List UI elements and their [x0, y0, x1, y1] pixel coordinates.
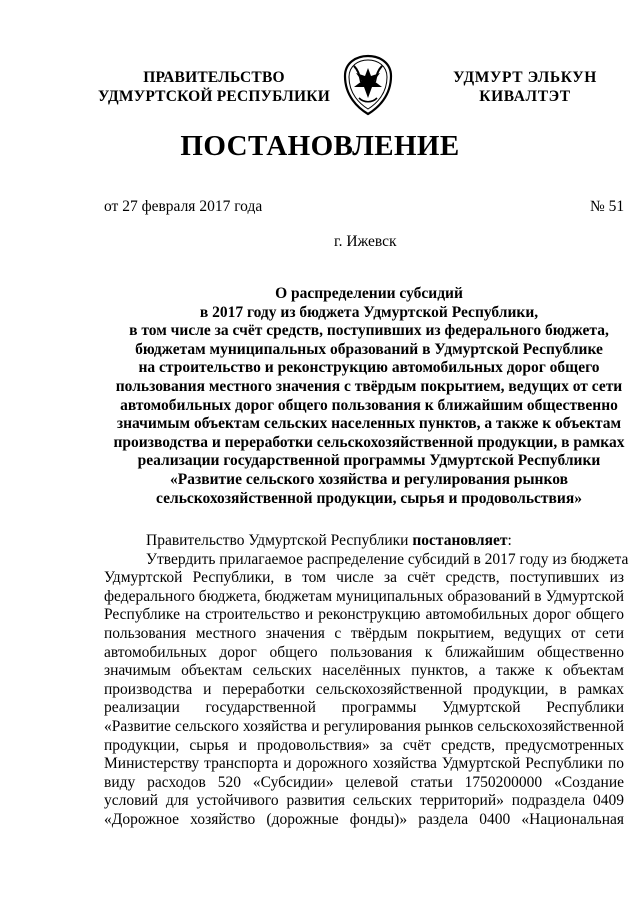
body-line: пользования местного значения с твёрдым покрытием, ведущих от сети	[104, 624, 624, 642]
heading-line: в 2017 году из бюджета Удмуртской Республики,	[199, 303, 539, 321]
government-name-line: КИВАЛТЭТ	[479, 88, 571, 105]
document-date: от 27 февраля 2017 года	[104, 198, 263, 215]
body-line: «Дорожное хозяйство (дорожные фонды)» раздела 0400 «Национальная	[104, 810, 624, 828]
heading-line: «Развитие сельского хозяйства и регулирования рынков	[170, 470, 568, 488]
body-line: федерального бюджета, бюджетам муниципальных образований в Удмуртской	[104, 587, 624, 605]
heading-line: производства и переработки сельскохозяйственной продукции, в рамках	[113, 433, 625, 451]
intro-colon: :	[507, 532, 512, 549]
body-line: реализации государственной программы Удмуртской Республики	[104, 699, 624, 717]
body-line: Министерству транспорта и дорожного хозяйства Удмуртской Республики по	[104, 755, 624, 773]
heading-line: в том числе за счёт средств, поступивших из федерального бюджета,	[129, 322, 609, 340]
document-number: № 51	[590, 198, 625, 215]
document-city: г. Ижевск	[334, 233, 397, 250]
government-name-russian	[96, 68, 332, 106]
body-line: значимым объектам сельских населённых пунктов, а также к объектам	[104, 662, 624, 680]
heading-line: сельскохозяйственной продукции, сырья и продовольствия»	[156, 489, 582, 507]
heading-line: на строительство и реконструкцию автомобильных дорог общего	[138, 359, 600, 377]
body-line: «Развитие сельского хозяйства и регулирования рынков сельскохозяйственной	[104, 717, 624, 735]
heading-line: бюджетам муниципальных образований в Удмуртской Республике	[135, 340, 603, 358]
government-name-line: УДМУРТСКОЙ РЕСПУБЛИКИ	[98, 88, 330, 105]
body-line: условий для устойчивого развития сельских территорий» подраздела 0409	[104, 792, 624, 810]
resolution-heading	[104, 285, 634, 508]
heading-line: реализации государственной программы Удмуртской Республики	[137, 452, 601, 470]
heading-line: автомобильных дорог общего пользования к ближайшим общественно	[120, 396, 618, 414]
body-line: Удмуртской Республики, в том числе за счёт средств, поступивших из	[104, 569, 624, 587]
body-line: продукции, сырья и продовольствия» за счёт средств, предусмотренных	[104, 736, 624, 754]
coat-of-arms-icon	[342, 54, 394, 116]
body-line: виду расходов 520 «Субсидии» целевой статьи 1750200000 «Создание	[104, 773, 624, 791]
heading-line: пользования местного значения с твёрдым покрытием, ведущих от сети	[115, 377, 623, 395]
government-name-line: УДМУРТ ЭЛЬКУН	[453, 69, 597, 86]
intro-paragraph	[104, 532, 624, 551]
government-name-line: ПРАВИТЕЛЬСТВО	[143, 69, 285, 86]
body-line: Республике на строительство и реконструкцию автомобильных дорог общего	[104, 606, 624, 624]
body-line: Утвердить прилагаемое распределение субсидий в 2017 году из бюджета	[146, 550, 629, 568]
resolution-body	[104, 532, 629, 830]
heading-line: О распределении субсидий	[275, 285, 463, 302]
document-title: ПОСТАНОВЛЕНИЕ	[180, 130, 460, 162]
government-name-udmurt	[436, 68, 614, 106]
intro-text: Правительство Удмуртской Республики	[146, 532, 413, 549]
body-line: производства и переработки сельскохозяйственной продукции, в рамках	[104, 680, 624, 698]
heading-line: значимым объектам сельских населенных пунктов, а также к объектам	[116, 415, 622, 433]
intro-keyword: постановляет	[412, 532, 508, 549]
body-line: автомобильных дорог общего пользования к ближайшим общественно	[104, 643, 624, 661]
